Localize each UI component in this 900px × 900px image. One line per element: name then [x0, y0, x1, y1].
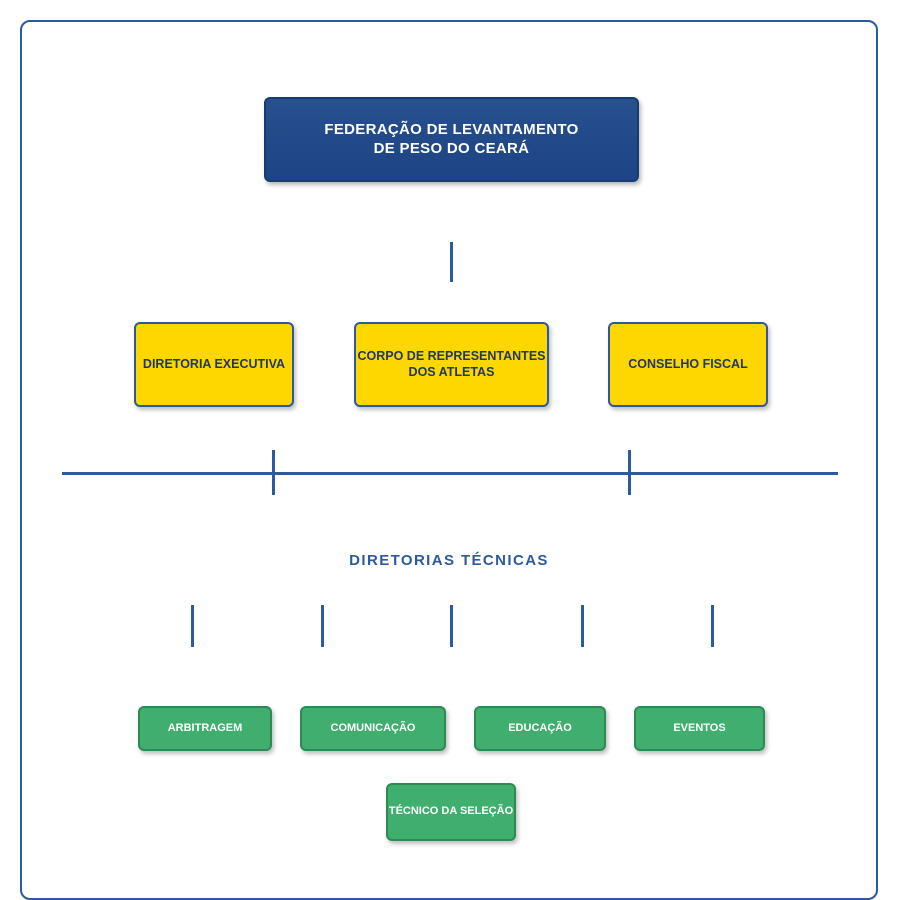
- node-tecnico-da-selecao[interactable]: [386, 783, 516, 841]
- node-tecnico-da-selecao-label: TÉCNICO DA SELEÇÃO: [388, 805, 514, 818]
- connector-level3-stub-2: [321, 605, 324, 647]
- node-arbitragem-label: ARBITRAGEM: [167, 721, 243, 734]
- connector-root-vertical: [450, 242, 453, 282]
- node-conselho-fiscal-label: CONSELHO FISCAL: [628, 356, 748, 371]
- node-corpo-representantes-atletas[interactable]: [354, 322, 549, 407]
- connector-level3-stub-5: [711, 605, 714, 647]
- node-educacao-label: EDUCAÇÃO: [508, 721, 572, 734]
- node-eventos-label: EVENTOS: [673, 721, 726, 734]
- root-label-line2: DE PESO DO CEARÁ: [373, 139, 530, 157]
- node-eventos[interactable]: [634, 706, 765, 751]
- connector-horizontal-bus: [62, 472, 838, 475]
- root-label-line1: FEDERAÇÃO DE LEVANTAMENTO: [324, 120, 579, 138]
- connector-level3-stub-3: [450, 605, 453, 647]
- node-diretoria-executiva[interactable]: [134, 322, 294, 407]
- connector-level3-stub-1: [191, 605, 194, 647]
- node-comunicacao-label: COMUNICAÇÃO: [330, 721, 416, 734]
- node-arbitragem[interactable]: [138, 706, 272, 751]
- node-diretoria-executiva-label: DIRETORIA EXECUTIVA: [142, 356, 286, 371]
- node-corpo-representantes-atletas-label: CORPO DE REPRESENTANTES DOS ATLETAS: [357, 348, 546, 379]
- section-title-diretorias-tecnicas: DIRETORIAS TÉCNICAS: [349, 552, 549, 569]
- node-federacao-root[interactable]: [264, 97, 639, 182]
- root-label-wrap: [324, 121, 578, 159]
- node-educacao[interactable]: [474, 706, 606, 751]
- node-conselho-fiscal[interactable]: [608, 322, 768, 407]
- org-chart-frame: [20, 20, 878, 900]
- connector-level3-stub-4: [581, 605, 584, 647]
- node-comunicacao[interactable]: [300, 706, 446, 751]
